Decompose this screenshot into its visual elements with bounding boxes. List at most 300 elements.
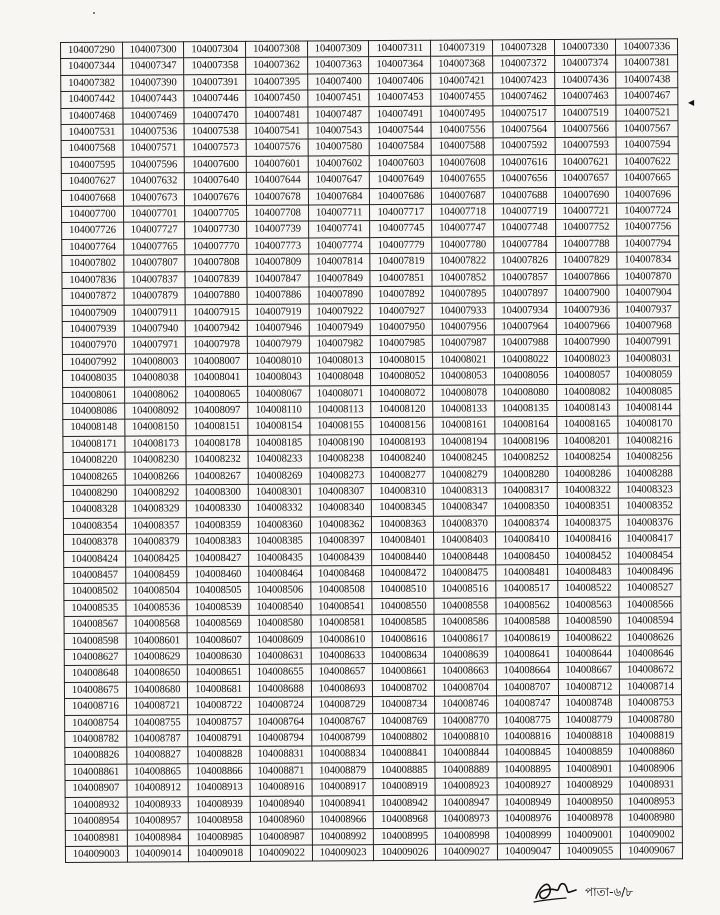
roll-number-cell: 104008655 — [249, 664, 311, 681]
roll-number-cell: 104008919 — [373, 779, 435, 796]
roll-number-cell: 104008378 — [64, 534, 126, 551]
roll-number-cell: 104009018 — [189, 845, 251, 862]
roll-number-cell: 104007687 — [432, 188, 494, 205]
roll-number-cell: 104008475 — [434, 565, 496, 582]
roll-number-cell: 104007421 — [431, 73, 493, 90]
roll-number-cell: 104007991 — [617, 334, 679, 351]
roll-number-cell: 104008375 — [557, 515, 619, 532]
roll-number-cell: 104008581 — [311, 615, 373, 632]
roll-number-cell: 104008240 — [371, 450, 433, 467]
signature — [530, 876, 580, 906]
roll-number-cell: 104008416 — [557, 531, 619, 548]
roll-number-cell: 104008290 — [63, 485, 125, 502]
roll-number-cell: 104008144 — [618, 400, 680, 417]
roll-number-cell: 104007978 — [186, 337, 248, 354]
roll-number-cell: 104008661 — [373, 664, 435, 681]
roll-number-cell: 104008313 — [433, 483, 495, 500]
roll-number-cell: 104008775 — [496, 712, 558, 729]
roll-number-cell: 104008845 — [497, 745, 559, 762]
roll-number-cell: 104008113 — [309, 402, 371, 419]
roll-number-cell: 104007541 — [246, 123, 308, 140]
roll-number-cell: 104007455 — [431, 89, 493, 106]
roll-number-cell: 104007463 — [554, 88, 616, 105]
roll-number-cell: 104007592 — [493, 138, 555, 155]
roll-number-cell: 104008917 — [312, 779, 374, 796]
roll-number-cell: 104007847 — [247, 271, 309, 288]
roll-number-cell: 104007808 — [185, 255, 247, 272]
roll-number-cell: 104007724 — [617, 203, 679, 220]
roll-number-cell: 104007538 — [184, 123, 246, 140]
roll-number-cell: 104007780 — [432, 237, 494, 254]
roll-number-cell: 104008164 — [495, 417, 557, 434]
roll-number-cell: 104008450 — [495, 548, 557, 565]
roll-number-cell: 104007649 — [370, 171, 432, 188]
roll-number-cell: 104008496 — [619, 564, 681, 581]
roll-number-cell: 104007451 — [308, 90, 370, 107]
roll-number-cell: 104008780 — [620, 711, 682, 728]
roll-number-cell: 104008254 — [556, 449, 618, 466]
roll-number-cell: 104008376 — [619, 515, 681, 532]
roll-number-cell: 104008185 — [248, 435, 310, 452]
roll-number-cell: 104008616 — [373, 631, 435, 648]
roll-number-cell: 104007990 — [556, 334, 618, 351]
roll-number-cell: 104008354 — [63, 518, 125, 535]
roll-number-cell: 104007890 — [309, 287, 371, 304]
roll-number-cell: 104007344 — [61, 59, 123, 76]
roll-number-cell: 104009026 — [374, 844, 436, 861]
roll-number-cell: 104007468 — [61, 108, 123, 125]
roll-number-cell: 104008280 — [495, 466, 557, 483]
roll-number-cell: 104007942 — [186, 320, 248, 337]
roll-number-cell: 104008816 — [497, 729, 559, 746]
roll-number-cell: 104007566 — [554, 121, 616, 138]
roll-number-cell: 104008827 — [126, 747, 188, 764]
roll-number-cell: 104008941 — [312, 795, 374, 812]
roll-number-cell: 104008757 — [188, 714, 250, 731]
roll-number-cell: 104008688 — [249, 681, 311, 698]
roll-number-cell: 104007718 — [432, 204, 494, 221]
roll-number-cell: 104007927 — [371, 303, 433, 320]
roll-number-cell: 104008397 — [310, 533, 372, 550]
roll-number-cell: 104007364 — [369, 57, 431, 74]
roll-number-cell: 104008472 — [372, 565, 434, 582]
roll-number-cell: 104008196 — [495, 433, 557, 450]
roll-number-cell: 104008940 — [250, 796, 312, 813]
roll-number-cell: 104008332 — [248, 500, 310, 517]
roll-number-cell: 104008061 — [63, 387, 125, 404]
roll-number-cell: 104008151 — [186, 419, 248, 436]
roll-number-cell: 104007784 — [494, 236, 556, 253]
roll-number-cell: 104008265 — [63, 469, 125, 486]
roll-number-cell: 104008646 — [619, 646, 681, 663]
roll-number-cell: 104008932 — [65, 797, 127, 814]
roll-number-cell: 104008942 — [374, 795, 436, 812]
roll-number-table-body — [61, 39, 683, 863]
roll-number-cell: 104008194 — [433, 434, 495, 451]
scan-speck — [93, 12, 95, 14]
roll-number-cell: 104008764 — [250, 714, 312, 731]
roll-number-cell: 104008810 — [435, 729, 497, 746]
roll-number-cell: 104008266 — [125, 468, 187, 485]
roll-number-cell: 104007676 — [185, 189, 247, 206]
roll-number-cell: 104008562 — [496, 597, 558, 614]
roll-number-cell: 104008062 — [124, 386, 186, 403]
roll-number-cell: 104007593 — [555, 138, 617, 155]
roll-number-cell: 104007309 — [307, 41, 369, 58]
roll-number-cell: 104008568 — [126, 616, 188, 633]
roll-number-cell: 104008522 — [557, 581, 619, 598]
roll-number-cell: 104007937 — [617, 301, 679, 318]
roll-number-cell: 104008819 — [620, 728, 682, 745]
roll-number-cell: 104008767 — [311, 713, 373, 730]
roll-number-cell: 104008831 — [250, 746, 312, 763]
roll-number-cell: 104008968 — [374, 811, 436, 828]
roll-number-cell: 104008558 — [434, 598, 496, 615]
roll-number-cell: 104007774 — [308, 237, 370, 254]
roll-number-cell: 104007556 — [431, 122, 493, 139]
roll-number-cell: 104008460 — [187, 566, 249, 583]
roll-number-cell: 104007956 — [432, 319, 494, 336]
roll-number-cell: 104008143 — [556, 400, 618, 417]
roll-number-cell: 104007495 — [431, 105, 493, 122]
roll-number-cell: 104008347 — [433, 499, 495, 516]
roll-number-cell: 104007814 — [309, 254, 371, 271]
roll-number-cell: 104007391 — [184, 74, 246, 91]
roll-number-cell: 104007739 — [247, 221, 309, 238]
roll-number-cell: 104007603 — [370, 155, 432, 172]
roll-number-cell: 104007950 — [371, 319, 433, 336]
roll-number-cell: 104008631 — [249, 648, 311, 665]
roll-number-cell: 104008998 — [435, 827, 497, 844]
roll-number-cell: 104008626 — [619, 629, 681, 646]
roll-number-cell: 104007363 — [307, 57, 369, 74]
roll-number-cell: 104008601 — [126, 632, 188, 649]
roll-number-cell: 104007748 — [493, 220, 555, 237]
roll-number-cell: 104008155 — [310, 418, 372, 435]
roll-number-cell: 104007595 — [61, 157, 123, 174]
roll-number-cell: 104008770 — [435, 713, 497, 730]
roll-number-cell: 104008981 — [65, 830, 127, 847]
roll-number-cell: 104008383 — [187, 534, 249, 551]
roll-number-cell: 104008927 — [497, 778, 559, 795]
roll-number-cell: 104008707 — [496, 679, 558, 696]
roll-number-cell: 104007531 — [61, 124, 123, 141]
roll-number-cell: 104008301 — [248, 484, 310, 501]
roll-number-cell: 104008232 — [186, 452, 248, 469]
roll-number-cell: 104008980 — [620, 810, 682, 827]
roll-number-cell: 104008782 — [65, 731, 127, 748]
roll-number-cell: 104007304 — [184, 41, 246, 58]
roll-number-cell: 104008913 — [188, 780, 250, 797]
roll-number-table — [60, 38, 683, 863]
roll-number-cell: 104007773 — [247, 238, 309, 255]
roll-number-cell: 104007982 — [309, 336, 371, 353]
roll-number-cell: 104008401 — [372, 532, 434, 549]
roll-number-cell: 104007462 — [493, 89, 555, 106]
roll-number-cell: 104007964 — [494, 318, 556, 335]
roll-number-cell: 104008362 — [310, 516, 372, 533]
roll-number-cell: 104007519 — [554, 105, 616, 122]
roll-number-cell: 104008566 — [619, 597, 681, 614]
roll-number-cell: 104007395 — [246, 74, 308, 91]
roll-number-cell: 104008425 — [125, 550, 187, 567]
roll-number-cell: 104007837 — [124, 271, 186, 288]
roll-number-cell: 104007382 — [61, 75, 123, 92]
roll-number-cell: 104008541 — [311, 598, 373, 615]
roll-number-cell: 104008973 — [435, 811, 497, 828]
roll-number-cell: 104008173 — [125, 435, 187, 452]
roll-number-cell: 104008755 — [126, 714, 188, 731]
roll-number-cell: 104007311 — [369, 40, 431, 57]
roll-number-cell: 104008322 — [557, 482, 619, 499]
roll-number-cell: 104008043 — [248, 369, 310, 386]
roll-number-cell: 104008135 — [495, 400, 557, 417]
roll-number-cell: 104007717 — [370, 204, 432, 221]
roll-number-cell: 104007678 — [246, 189, 308, 206]
roll-number-cell: 104009003 — [65, 846, 127, 863]
roll-number-cell: 104008178 — [186, 435, 248, 452]
roll-number-cell: 104007788 — [555, 236, 617, 253]
roll-number-cell: 104007987 — [432, 335, 494, 352]
roll-number-cell: 104008022 — [494, 351, 556, 368]
roll-number-cell: 104007933 — [432, 302, 494, 319]
roll-number-cell: 104009001 — [559, 827, 621, 844]
roll-number-cell: 104008120 — [371, 401, 433, 418]
roll-number-cell: 104007521 — [616, 104, 678, 121]
roll-number-cell: 104008953 — [620, 793, 682, 810]
roll-number-cell: 104008791 — [188, 730, 250, 747]
roll-number-cell: 104008704 — [435, 680, 497, 697]
roll-number-cell: 104008841 — [373, 746, 435, 763]
roll-number-cell: 104007721 — [555, 203, 617, 220]
roll-number-cell: 104007719 — [493, 204, 555, 221]
roll-number-cell: 104008680 — [126, 682, 188, 699]
roll-number-cell: 104007711 — [308, 205, 370, 222]
roll-number-cell: 104008357 — [125, 518, 187, 535]
roll-number-cell: 104007836 — [62, 272, 124, 289]
roll-number-cell: 104008427 — [187, 550, 249, 567]
roll-number-cell: 104007406 — [369, 73, 431, 90]
roll-number-cell: 104008634 — [373, 647, 435, 664]
roll-number-cell: 104007988 — [494, 335, 556, 352]
roll-number-cell: 104008082 — [556, 384, 618, 401]
roll-number-cell: 104008639 — [434, 647, 496, 664]
roll-number-cell: 104008675 — [64, 682, 126, 699]
roll-number-cell: 104008651 — [188, 665, 250, 682]
roll-number-cell: 104008633 — [311, 648, 373, 665]
roll-number-cell: 104008379 — [125, 534, 187, 551]
roll-number-cell: 104008753 — [620, 695, 682, 712]
roll-number-cell: 104007655 — [431, 171, 493, 188]
roll-number-cell: 104008630 — [188, 648, 250, 665]
roll-number-cell: 104007922 — [309, 303, 371, 320]
roll-number-cell: 104008999 — [497, 827, 559, 844]
roll-number-cell: 104008622 — [558, 630, 620, 647]
roll-number-cell: 104007584 — [370, 139, 432, 156]
roll-number-cell: 104008385 — [249, 533, 311, 550]
roll-number-cell: 104008794 — [250, 730, 312, 747]
roll-number-cell: 104007358 — [184, 58, 246, 75]
roll-number-cell: 104007747 — [432, 220, 494, 237]
roll-number-cell: 104007819 — [370, 254, 432, 271]
roll-number-cell: 104007330 — [554, 39, 616, 56]
roll-number-cell: 104008693 — [311, 680, 373, 697]
roll-number-cell: 104008448 — [434, 548, 496, 565]
roll-number-cell: 104008648 — [64, 666, 126, 683]
roll-number-cell: 104008860 — [620, 744, 682, 761]
roll-number-cell: 104008230 — [125, 452, 187, 469]
roll-number-cell: 104008031 — [618, 350, 680, 367]
roll-number-cell: 104008586 — [434, 614, 496, 631]
roll-number-cell: 104007852 — [432, 270, 494, 287]
roll-number-cell: 104008859 — [558, 745, 620, 762]
roll-number-cell: 104007915 — [185, 304, 247, 321]
roll-number-cell: 104008133 — [433, 401, 495, 418]
roll-number-cell: 104007909 — [62, 305, 124, 322]
roll-number-cell: 104008007 — [186, 353, 248, 370]
roll-number-cell: 104008277 — [372, 467, 434, 484]
roll-number-cell: 104008435 — [249, 550, 311, 567]
roll-number-cell: 104007438 — [616, 72, 678, 89]
roll-number-cell: 104008865 — [127, 764, 189, 781]
roll-number-cell: 104007730 — [185, 222, 247, 239]
roll-number-cell: 104007446 — [184, 91, 246, 108]
roll-number-cell: 104008871 — [250, 763, 312, 780]
roll-number-cell: 104008588 — [496, 614, 558, 631]
roll-number-cell: 104007886 — [247, 287, 309, 304]
roll-number-cell: 104008992 — [312, 828, 374, 845]
roll-number-cell: 104007701 — [123, 206, 185, 223]
roll-number-cell: 104009027 — [436, 844, 498, 861]
roll-number-cell: 104008527 — [619, 580, 681, 597]
roll-number-cell: 104007596 — [123, 157, 185, 174]
roll-number-cell: 104008861 — [65, 764, 127, 781]
roll-number-cell: 104007647 — [308, 172, 370, 189]
roll-number-cell: 104008193 — [371, 434, 433, 451]
roll-number-cell: 104007657 — [555, 170, 617, 187]
roll-number-cell: 104008052 — [371, 368, 433, 385]
margin-marker: ◀ — [688, 98, 695, 107]
roll-number-cell: 104008457 — [64, 567, 126, 584]
roll-number-cell: 104008267 — [186, 468, 248, 485]
roll-number-cell: 104008995 — [374, 828, 436, 845]
roll-number-cell: 104008510 — [372, 582, 434, 599]
roll-number-cell: 104008885 — [373, 762, 435, 779]
roll-number-cell: 104007992 — [62, 354, 124, 371]
roll-number-cell: 104008286 — [557, 466, 619, 483]
roll-number-cell: 104008056 — [494, 368, 556, 385]
roll-number-cell: 104007696 — [617, 186, 679, 203]
roll-number-cell: 104007822 — [432, 253, 494, 270]
roll-number-cell: 104007779 — [370, 237, 432, 254]
roll-number-cell: 104008594 — [619, 613, 681, 630]
roll-number-cell: 104008352 — [618, 498, 680, 515]
roll-number-cell: 104008828 — [188, 747, 250, 764]
roll-number-cell: 104008729 — [311, 697, 373, 714]
roll-number-cell: 104008976 — [497, 811, 559, 828]
roll-number-cell: 104008041 — [186, 369, 248, 386]
roll-number-cell: 104007911 — [124, 304, 186, 321]
roll-number-cell: 104007381 — [616, 55, 678, 72]
roll-number-cell: 104008933 — [127, 796, 189, 813]
page-number-label: পাতা-৬/৮ — [585, 885, 634, 899]
roll-number-cell: 104007347 — [122, 58, 184, 75]
roll-number-cell: 104008960 — [250, 812, 312, 829]
roll-number-cell: 104007336 — [616, 39, 678, 56]
roll-number-cell: 104008916 — [250, 779, 312, 796]
roll-number-cell: 104008714 — [620, 679, 682, 696]
roll-number-cell: 104008585 — [372, 614, 434, 631]
roll-number-cell: 104008171 — [63, 436, 125, 453]
roll-number-cell: 104008150 — [124, 419, 186, 436]
roll-number-cell: 104008834 — [312, 746, 374, 763]
roll-number-cell: 104008818 — [558, 728, 620, 745]
roll-number-cell: 104008644 — [558, 646, 620, 663]
roll-number-cell: 104007308 — [246, 41, 308, 58]
roll-number-cell: 104008440 — [372, 549, 434, 566]
roll-number-cell: 104008439 — [310, 549, 372, 566]
roll-number-cell: 104008667 — [558, 663, 620, 680]
roll-number-cell: 104008650 — [126, 665, 188, 682]
roll-number-cell: 104008702 — [373, 680, 435, 697]
roll-number-cell: 104007765 — [123, 239, 185, 256]
roll-number-cell: 104008374 — [495, 515, 557, 532]
roll-number-cell: 104007708 — [247, 205, 309, 222]
roll-number-cell: 104008170 — [618, 416, 680, 433]
roll-number-cell: 104008610 — [311, 631, 373, 648]
roll-number-cell: 104008517 — [496, 581, 558, 598]
roll-number-cell: 104008013 — [309, 352, 371, 369]
roll-number-cell: 104008010 — [247, 353, 309, 370]
roll-number-cell: 104008067 — [248, 386, 310, 403]
roll-number-cell: 104007536 — [123, 124, 185, 141]
roll-number-cell: 104008802 — [373, 729, 435, 746]
roll-number-cell: 104007442 — [61, 91, 123, 108]
roll-number-cell: 104008452 — [557, 548, 619, 565]
roll-number-cell: 104008345 — [372, 500, 434, 517]
roll-number-cell: 104008092 — [124, 403, 186, 420]
roll-number-cell: 104008901 — [558, 761, 620, 778]
roll-number-cell: 104008424 — [64, 551, 126, 568]
roll-number-cell: 104007543 — [308, 123, 370, 140]
roll-number-cell: 104008769 — [373, 713, 435, 730]
roll-number-cell: 104008468 — [310, 566, 372, 583]
roll-number-cell: 104007374 — [554, 56, 616, 73]
roll-number-cell: 104008310 — [372, 483, 434, 500]
roll-number-cell: 104007453 — [369, 89, 431, 106]
roll-number-cell: 104007564 — [493, 122, 555, 139]
roll-number-cell: 104007970 — [62, 337, 124, 354]
roll-number-cell: 104007919 — [247, 303, 309, 320]
roll-number-cell: 104008245 — [433, 450, 495, 467]
roll-number-cell: 104008748 — [558, 695, 620, 712]
roll-number-cell: 104007450 — [246, 90, 308, 107]
roll-number-cell: 104007866 — [555, 269, 617, 286]
roll-number-cell: 104008340 — [310, 500, 372, 517]
roll-number-cell: 104007794 — [617, 236, 679, 253]
roll-number-cell: 104007576 — [246, 139, 308, 156]
roll-number-cell: 104008038 — [124, 370, 186, 387]
roll-number-cell: 104008672 — [619, 662, 681, 679]
roll-number-cell: 104007567 — [616, 121, 678, 138]
roll-number-cell: 104008567 — [64, 616, 126, 633]
roll-number-cell: 104008201 — [556, 433, 618, 450]
roll-number-cell: 104008609 — [249, 632, 311, 649]
roll-number-cell: 104008351 — [557, 498, 619, 515]
roll-number-cell: 104008590 — [558, 613, 620, 630]
roll-number-cell: 104008535 — [64, 600, 126, 617]
roll-number-cell: 104008947 — [435, 795, 497, 812]
